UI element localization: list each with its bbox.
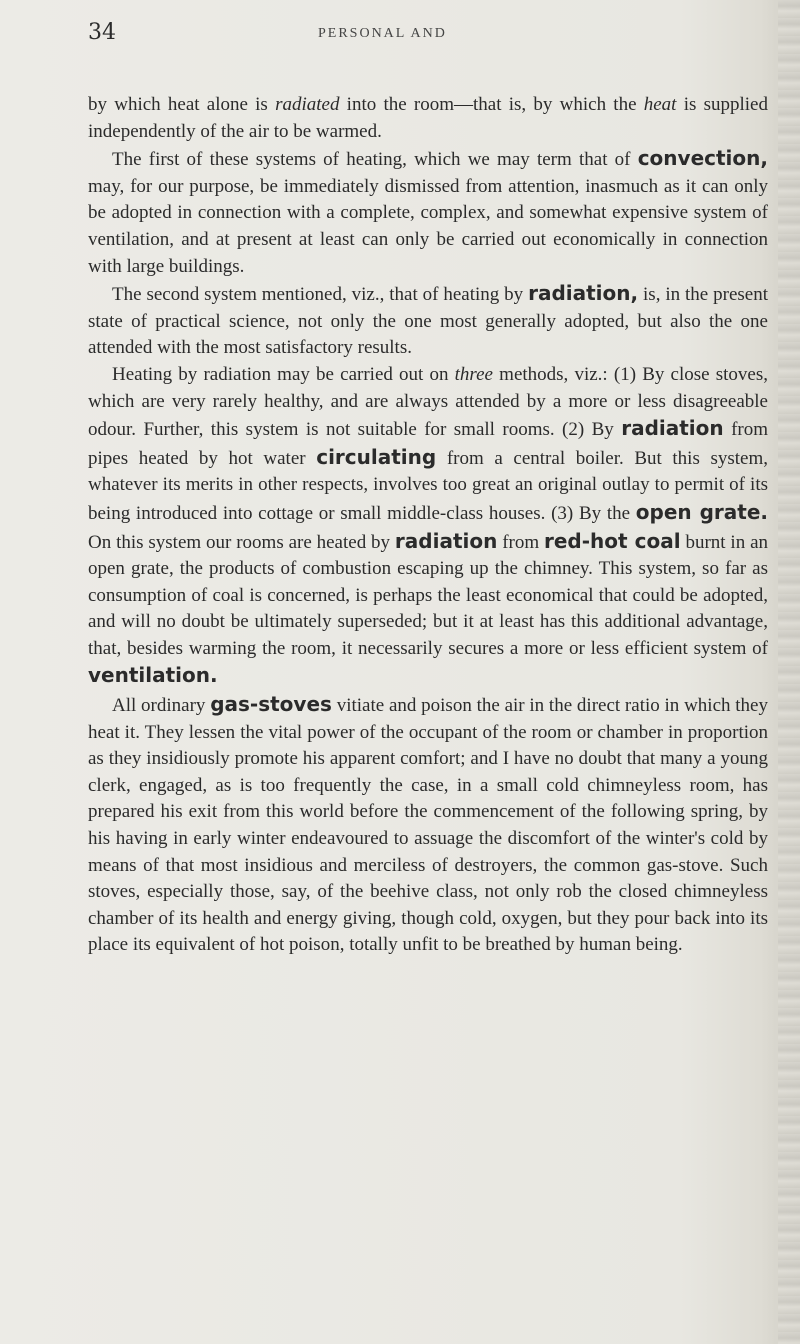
text-run: is, in the present state of practical science, not only the one most generally adopted, but also the one attended with the most satisfactory results. bbox=[88, 284, 769, 359]
bold-term: convection, bbox=[637, 146, 768, 171]
text-run: The second system mentioned, viz., that of heating by bbox=[112, 284, 529, 306]
paragraph-3 bbox=[88, 280, 768, 362]
bold-term: radiation bbox=[394, 528, 498, 553]
bold-term: red-hot coal bbox=[544, 528, 681, 553]
text-run: from a central boiler. But this system, whatever its merits in other respects, involves too great an original outlay to permit of its being introduced into cottage or small middle-class houses. (3) By the bbox=[88, 447, 768, 524]
text-run: from pipes heated by hot water bbox=[88, 419, 768, 469]
text-run: from bbox=[497, 531, 544, 553]
italic-word: three bbox=[454, 363, 493, 385]
text-run: All ordinary bbox=[112, 695, 211, 717]
bold-term: radiation bbox=[621, 416, 724, 441]
text-run: Heating by radiation may be carried out on bbox=[112, 363, 455, 385]
bold-term: circulating bbox=[316, 444, 437, 469]
paragraph-2 bbox=[88, 145, 768, 280]
page-edge-shadow bbox=[778, 0, 800, 1344]
running-head: PERSONAL AND bbox=[318, 26, 447, 41]
bold-term: gas-stoves bbox=[210, 692, 332, 717]
bold-term: ventilation. bbox=[88, 663, 218, 688]
text-run: On this system our rooms are heated by bbox=[88, 531, 395, 553]
bold-term: open grate. bbox=[635, 499, 768, 524]
paragraph-5 bbox=[88, 691, 768, 959]
italic-word: heat bbox=[643, 94, 677, 115]
paragraph-1 bbox=[88, 92, 768, 145]
text-run: may, for our purpose, be immediately dismissed from attention, inasmuch as it can only be adopted in connection with a complete, complex, and somewhat expensive system of ventilation, and at present at least can only be carried out economically in connection with large buildings. bbox=[88, 175, 768, 277]
text-run: by which heat alone is bbox=[88, 94, 276, 115]
text-run: The first of these systems of heating, which we may term that of bbox=[112, 149, 638, 171]
text-run: is supplied independently of the air to be warmed. bbox=[88, 94, 768, 142]
bold-term: radiation, bbox=[528, 281, 639, 306]
page-header bbox=[88, 10, 728, 58]
text-run: methods, viz.: (1) By close stoves, which are very rarely healthy, and are always attended by a more or less disagreeable odour. Further, this system is not suitable for small rooms. (2) By bbox=[88, 363, 768, 441]
text-run: burnt in an open grate, the products of combustion escaping up the chimney. This system, so far as consumption of coal is concerned, is perhaps the least economical that could be adopted, and will no doubt be ultimately superseded; but it at least has this additional advantage, that, besides warming the room, it necessarily secures a more or less efficient system of bbox=[88, 531, 768, 659]
paragraph-4 bbox=[88, 362, 768, 691]
text-run: vitiate and poison the air in the direct ratio in which they heat it. They lessen the vital power of the occupant of the room or chamber in proportion as they insidiously promote his apparent comfort; and I have no doubt that many a young clerk, engaged, as is too frequently the case, in a small cold chimneyless room, has prepared his exit from this world before the commencement of the following spring, by his having in early winter endeavoured to assuage the discomfort of the winter's cold by means of that most insidious and merciless of destroyers, the common gas-stove. Such stoves, especially those, say, of the beehive class, not only rob the closed chimneyless chamber of its health and energy giving, though cold, oxygen, but they pour back into its place its equivalent of hot poison, totally unfit to be breathed by human being. bbox=[88, 695, 768, 956]
body-text bbox=[88, 92, 768, 959]
page-number: 34 bbox=[88, 20, 116, 45]
text-run: into the room—that is, by which the bbox=[339, 94, 644, 115]
italic-word: radiated bbox=[275, 94, 340, 115]
